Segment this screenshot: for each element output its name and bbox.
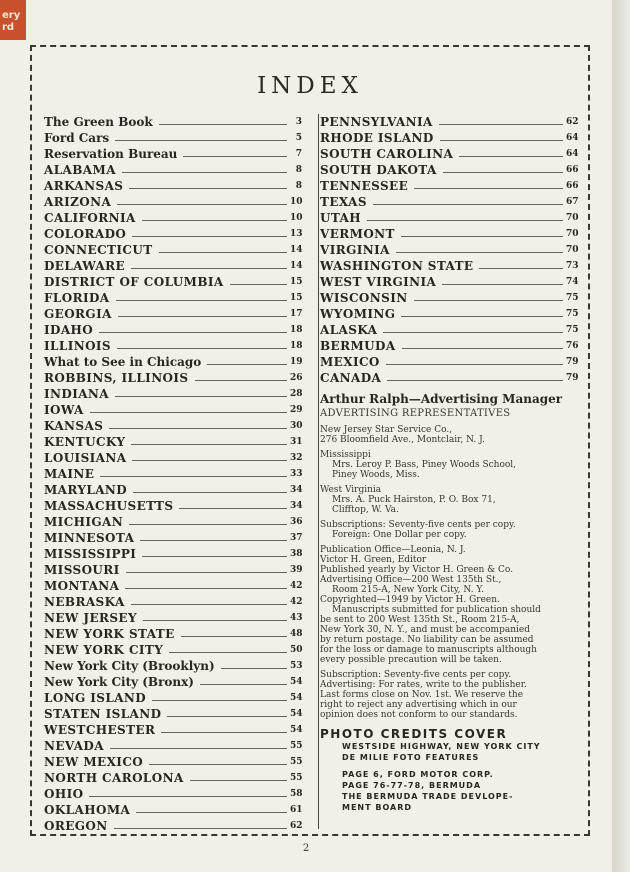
entry-page-number: 32 (290, 453, 303, 463)
entry-name: LOUISIANA (44, 451, 127, 465)
entry-page-number: 14 (290, 245, 303, 255)
entry-name: OKLAHOMA (44, 803, 131, 817)
index-entry (320, 289, 578, 305)
advertising-line: Subscription: Seventy-five cents per copy. (320, 670, 512, 680)
entry-name: MONTANA (44, 579, 120, 593)
index-entry (320, 129, 578, 145)
column-divider (318, 114, 319, 829)
entry-name: CONNECTICUT (44, 243, 153, 257)
entry-page-number: 62 (290, 821, 303, 831)
dot-leader (459, 156, 563, 157)
dot-leader (179, 508, 287, 509)
advertising-line: be sent to 200 West 135th St., Room 215-A, (320, 615, 520, 625)
index-entry (320, 241, 578, 257)
entry-page-number: 75 (566, 293, 579, 303)
entry-page-number: 15 (290, 293, 303, 303)
dot-leader (152, 700, 287, 701)
entry-page-number: 36 (290, 517, 303, 527)
index-entry (44, 161, 302, 177)
advertising-line: Clifftop, W. Va. (332, 505, 399, 515)
photo-credits-heading: PHOTO CREDITS COVER (320, 727, 508, 741)
index-entry (44, 465, 302, 481)
entry-name: WESTCHESTER (44, 723, 156, 737)
page-number: 2 (302, 843, 310, 854)
dot-leader (131, 604, 287, 605)
dot-leader (140, 540, 287, 541)
entry-name: TENNESSEE (320, 179, 409, 193)
index-entry (44, 529, 302, 545)
entry-page-number: 50 (290, 645, 303, 655)
index-frame (30, 45, 590, 836)
advertising-line: opinion does not conform to our standards. (320, 710, 518, 720)
advertising-line: by return postage. No liability can be assumed (320, 635, 534, 645)
index-entry (44, 689, 302, 705)
index-entry (320, 177, 578, 193)
entry-name: DISTRICT OF COLUMBIA (44, 275, 224, 289)
entry-name: NEBRASKA (44, 595, 125, 609)
advertising-line: Mrs. Leroy P. Bass, Piney Woods School, (332, 460, 517, 470)
dot-leader (149, 764, 287, 765)
entry-name: DELAWARE (44, 259, 126, 273)
index-entry (320, 161, 578, 177)
entry-page-number: 30 (290, 421, 303, 431)
dot-leader (443, 172, 563, 173)
advertising-line: Publication Office—Leonia, N. J. (320, 545, 466, 555)
dot-leader (110, 748, 287, 749)
index-entry (44, 705, 302, 721)
entry-page-number: 15 (290, 277, 303, 287)
index-entry (44, 129, 302, 145)
entry-name: KENTUCKY (44, 435, 126, 449)
index-entry (44, 193, 302, 209)
entry-page-number: 3 (295, 117, 302, 127)
index-entry (44, 305, 302, 321)
entry-page-number: 54 (290, 677, 303, 687)
entry-page-number: 54 (290, 709, 303, 719)
entry-name: UTAH (320, 211, 361, 225)
dot-leader (401, 316, 563, 317)
entry-name: NEW YORK STATE (44, 627, 175, 641)
dot-leader (383, 332, 563, 333)
index-entry (320, 113, 578, 129)
entry-name: IOWA (44, 403, 84, 417)
index-entry (44, 625, 302, 641)
entry-page-number: 74 (566, 277, 579, 287)
entry-name: OREGON (44, 819, 108, 833)
index-entry (320, 193, 578, 209)
dot-leader (115, 396, 287, 397)
entry-name: MISSISSIPPI (44, 547, 137, 561)
dot-leader (133, 492, 287, 493)
entry-name: ARKANSAS (44, 179, 124, 193)
index-entry (44, 785, 302, 801)
index-entry (44, 817, 302, 833)
advertising-manager: Arthur Ralph—Advertising Manager (320, 392, 563, 406)
entry-page-number: 79 (566, 357, 579, 367)
index-entry (44, 385, 302, 401)
dot-leader (440, 140, 563, 141)
entry-name: NEW MEXICO (44, 755, 144, 769)
entry-page-number: 42 (290, 597, 303, 607)
entry-page-number: 10 (290, 213, 303, 223)
index-entry (44, 497, 302, 513)
entry-page-number: 42 (290, 581, 303, 591)
entry-page-number: 34 (290, 501, 303, 511)
entry-page-number: 62 (566, 117, 579, 127)
dot-leader (221, 668, 287, 669)
index-entry (44, 609, 302, 625)
entry-name: CANADA (320, 371, 382, 385)
index-entry (44, 177, 302, 193)
index-entry (44, 449, 302, 465)
entry-name: INDIANA (44, 387, 109, 401)
dot-leader (195, 380, 288, 381)
dot-leader (115, 140, 287, 141)
index-entry (44, 593, 302, 609)
index-entry (44, 673, 302, 689)
entry-page-number: 64 (566, 133, 579, 143)
entry-page-number: 43 (290, 613, 303, 623)
dot-leader (131, 268, 287, 269)
index-entry (320, 273, 578, 289)
dot-leader (117, 204, 287, 205)
dot-leader (131, 444, 287, 445)
dot-leader (122, 172, 287, 173)
entry-page-number: 70 (566, 229, 579, 239)
index-entry (44, 257, 302, 273)
dot-leader (161, 732, 287, 733)
entry-page-number: 18 (290, 325, 303, 335)
entry-page-number: 70 (566, 213, 579, 223)
entry-name: MAINE (44, 467, 95, 481)
photo-credits-lines (320, 741, 578, 813)
entry-page-number: 8 (295, 165, 302, 175)
entry-name: Ford Cars (44, 131, 110, 145)
advertising-line: Advertising Office—200 West 135th St., (320, 575, 502, 585)
entry-name: CALIFORNIA (44, 211, 136, 225)
entry-page-number: 66 (566, 181, 579, 191)
entry-page-number: 19 (290, 357, 303, 367)
advertising-line: Piney Woods, Miss. (332, 470, 420, 480)
dot-leader (116, 300, 287, 301)
entry-page-number: 29 (290, 405, 303, 415)
dot-leader (100, 476, 287, 477)
advertising-line: Published yearly by Victor H. Green & Co. (320, 565, 514, 575)
entry-name: ALASKA (320, 323, 378, 337)
entry-name: KANSAS (44, 419, 104, 433)
dot-leader (167, 716, 287, 717)
entry-page-number: 70 (566, 245, 579, 255)
dot-leader (183, 156, 287, 157)
entry-name: MICHIGAN (44, 515, 124, 529)
entry-name: ROBBINS, ILLINOIS (44, 371, 189, 385)
entry-page-number: 64 (566, 149, 579, 159)
entry-page-number: 55 (290, 757, 303, 767)
index-entry (44, 273, 302, 289)
photo-credit-line: WESTSIDE HIGHWAY, NEW YORK CITY (342, 742, 541, 751)
entry-name: BERMUDA (320, 339, 396, 353)
index-entry (44, 417, 302, 433)
advertising-line: Copyrighted—1949 by Victor H. Green. (320, 595, 500, 605)
right-index-list (320, 113, 578, 385)
dot-leader (99, 332, 287, 333)
entry-name: ARIZONA (44, 195, 112, 209)
dot-leader (159, 124, 287, 125)
entry-name: NEW JERSEY (44, 611, 137, 625)
corner-tab-label: ery rd (0, 0, 26, 40)
dot-leader (142, 220, 287, 221)
entry-name: NEW YORK CITY (44, 643, 164, 657)
dot-leader (387, 380, 563, 381)
entry-page-number: 55 (290, 741, 303, 751)
entry-page-number: 38 (290, 549, 303, 559)
entry-page-number: 7 (295, 149, 302, 159)
entry-name: MARYLAND (44, 483, 128, 497)
entry-name: ILLINOIS (44, 339, 112, 353)
dot-leader (386, 364, 563, 365)
entry-name: ALABAMA (44, 163, 116, 177)
index-entry (44, 801, 302, 817)
entry-name: VERMONT (320, 227, 395, 241)
entry-page-number: 54 (290, 725, 303, 735)
entry-name: WEST VIRGINIA (320, 275, 437, 289)
index-entry (320, 225, 578, 241)
entry-page-number: 58 (290, 789, 303, 799)
dot-leader (442, 284, 563, 285)
entry-page-number: 37 (290, 533, 303, 543)
index-entry (44, 481, 302, 497)
entry-name: SOUTH DAKOTA (320, 163, 437, 177)
entry-name: PENNSYLVANIA (320, 115, 433, 129)
index-entry (320, 209, 578, 225)
entry-name: RHODE ISLAND (320, 131, 434, 145)
entry-name: TEXAS (320, 195, 367, 209)
entry-name: WYOMING (320, 307, 396, 321)
entry-name: LONG ISLAND (44, 691, 147, 705)
entry-name: MEXICO (320, 355, 380, 369)
dot-leader (181, 636, 287, 637)
index-entry (44, 769, 302, 785)
entry-page-number: 79 (566, 373, 579, 383)
entry-name: COLORADO (44, 227, 127, 241)
right-column (320, 113, 578, 813)
index-entry (44, 737, 302, 753)
page-edge (612, 0, 630, 872)
photo-credit-line: MENT BOARD (342, 803, 413, 812)
entry-page-number: 13 (290, 229, 303, 239)
entry-name: NEVADA (44, 739, 104, 753)
index-entry (44, 353, 302, 369)
advertising-line: for the loss or damage to manuscripts although (320, 645, 537, 655)
dot-leader (125, 588, 287, 589)
index-entry (44, 337, 302, 353)
entry-page-number: 33 (290, 469, 303, 479)
dot-leader (367, 220, 563, 221)
entry-name: STATEN ISLAND (44, 707, 162, 721)
dot-leader (132, 236, 287, 237)
entry-page-number: 39 (290, 565, 303, 575)
entry-page-number: 54 (290, 693, 303, 703)
dot-leader (126, 572, 287, 573)
photo-credit-line: PAGE 76-77-78, BERMUDA (342, 781, 482, 790)
dot-leader (142, 556, 287, 557)
dot-leader (207, 364, 287, 365)
dot-leader (200, 684, 287, 685)
entry-name: MASSACHUSETTS (44, 499, 174, 513)
dot-leader (143, 620, 287, 621)
entry-name: Reservation Bureau (44, 147, 178, 161)
entry-name: SOUTH CAROLINA (320, 147, 454, 161)
advertising-representatives-heading: ADVERTISING REPRESENTATIVES (320, 408, 511, 419)
advertising-line: New Jersey Star Service Co., (320, 425, 453, 435)
entry-name: New York City (Brooklyn) (44, 659, 215, 673)
entry-page-number: 48 (290, 629, 303, 639)
index-entry (44, 209, 302, 225)
entry-name: NORTH CAROLONA (44, 771, 184, 785)
index-entry (320, 305, 578, 321)
index-entry (44, 561, 302, 577)
entry-page-number: 18 (290, 341, 303, 351)
dot-leader (89, 796, 287, 797)
entry-page-number: 26 (290, 373, 303, 383)
left-index-column (44, 113, 302, 833)
advertising-line: Subscriptions: Seventy-five cents per copy. (320, 520, 516, 530)
entry-name: WISCONSIN (320, 291, 408, 305)
dot-leader (230, 284, 287, 285)
entry-page-number: 75 (566, 309, 579, 319)
index-title: INDEX (257, 73, 363, 99)
advertising-line: right to reject any advertising which in our (320, 700, 517, 710)
entry-page-number: 34 (290, 485, 303, 495)
advertising-line: every possible precaution will be taken. (320, 655, 502, 665)
advertising-line: West Virginia (320, 485, 382, 495)
index-entry (44, 545, 302, 561)
entry-page-number: 76 (566, 341, 579, 351)
dot-leader (117, 348, 287, 349)
entry-name: The Green Book (44, 115, 153, 129)
index-entry (44, 113, 302, 129)
dot-leader (396, 252, 563, 253)
advertising-line: Foreign: One Dollar per copy. (332, 530, 467, 540)
advertising-line: Mrs. A. Puck Hairston, P. O. Box 71, (332, 495, 496, 505)
dot-leader (414, 300, 563, 301)
index-entry (44, 225, 302, 241)
photo-credit-line: PAGE 6, FORD MOTOR CORP. (342, 770, 494, 779)
entry-page-number: 5 (295, 133, 302, 143)
index-entry (44, 753, 302, 769)
index-entry (44, 289, 302, 305)
index-entry (44, 145, 302, 161)
advertising-info (320, 392, 578, 720)
index-entry (44, 641, 302, 657)
entry-page-number: 61 (290, 805, 303, 815)
dot-leader (169, 652, 287, 653)
index-entry (320, 369, 578, 385)
entry-name: MINNESOTA (44, 531, 135, 545)
dot-leader (129, 188, 287, 189)
index-entry (320, 337, 578, 353)
photo-credit-line: DE MILIE FOTO FEATURES (342, 753, 480, 762)
entry-page-number: 55 (290, 773, 303, 783)
dot-leader (401, 236, 563, 237)
index-entry (320, 145, 578, 161)
advertising-line: Victor H. Green, Editor (320, 555, 427, 565)
index-entry (44, 321, 302, 337)
index-entry (44, 369, 302, 385)
entry-page-number: 14 (290, 261, 303, 271)
advertising-line: Manuscripts submitted for publication should (332, 605, 541, 615)
dot-leader (90, 412, 287, 413)
index-entry (44, 721, 302, 737)
entry-page-number: 66 (566, 165, 579, 175)
entry-name: New York City (Bronx) (44, 675, 194, 689)
advertising-line: Last forms close on Nov. 1st. We reserve the (320, 690, 524, 700)
index-entry (44, 513, 302, 529)
index-entry (320, 321, 578, 337)
entry-name: What to See in Chicago (44, 355, 202, 369)
dot-leader (118, 316, 287, 317)
index-entry (320, 257, 578, 273)
advertising-line: Room 215-A, New York City, N. Y. (332, 585, 485, 595)
dot-leader (414, 188, 563, 189)
entry-name: IDAHO (44, 323, 94, 337)
entry-page-number: 31 (290, 437, 303, 447)
dot-leader (132, 460, 287, 461)
advertising-line: Advertising: For rates, write to the publisher. (320, 680, 527, 690)
entry-page-number: 67 (566, 197, 579, 207)
dot-leader (479, 268, 563, 269)
entry-page-number: 8 (295, 181, 302, 191)
dot-leader (439, 124, 563, 125)
advertising-line: New York 30, N. Y., and must be accompanied (320, 625, 530, 635)
advertising-line: Mississippi (320, 450, 371, 460)
entry-page-number: 75 (566, 325, 579, 335)
entry-page-number: 28 (290, 389, 303, 399)
index-entry (44, 401, 302, 417)
entry-name: FLORIDA (44, 291, 110, 305)
dot-leader (114, 828, 287, 829)
entry-page-number: 53 (290, 661, 303, 671)
dot-leader (402, 348, 563, 349)
dot-leader (109, 428, 287, 429)
entry-page-number: 10 (290, 197, 303, 207)
entry-name: GEORGIA (44, 307, 112, 321)
entry-page-number: 73 (566, 261, 579, 271)
index-entry (44, 241, 302, 257)
dot-leader (159, 252, 287, 253)
advertising-line: 276 Bloomfield Ave., Montclair, N. J. (320, 435, 485, 445)
entry-name: VIRGINIA (320, 243, 390, 257)
entry-name: OHIO (44, 787, 84, 801)
advertising-details (320, 425, 578, 720)
index-entry (44, 577, 302, 593)
entry-name: WASHINGTON STATE (320, 259, 474, 273)
index-entry (320, 353, 578, 369)
dot-leader (129, 524, 287, 525)
dot-leader (190, 780, 287, 781)
entry-name: MISSOURI (44, 563, 120, 577)
photo-credits (320, 727, 578, 813)
index-entry (44, 657, 302, 673)
dot-leader (136, 812, 287, 813)
entry-page-number: 17 (290, 309, 303, 319)
dot-leader (373, 204, 563, 205)
photo-credit-line: THE BERMUDA TRADE DEVLOPE- (342, 792, 514, 801)
index-entry (44, 433, 302, 449)
